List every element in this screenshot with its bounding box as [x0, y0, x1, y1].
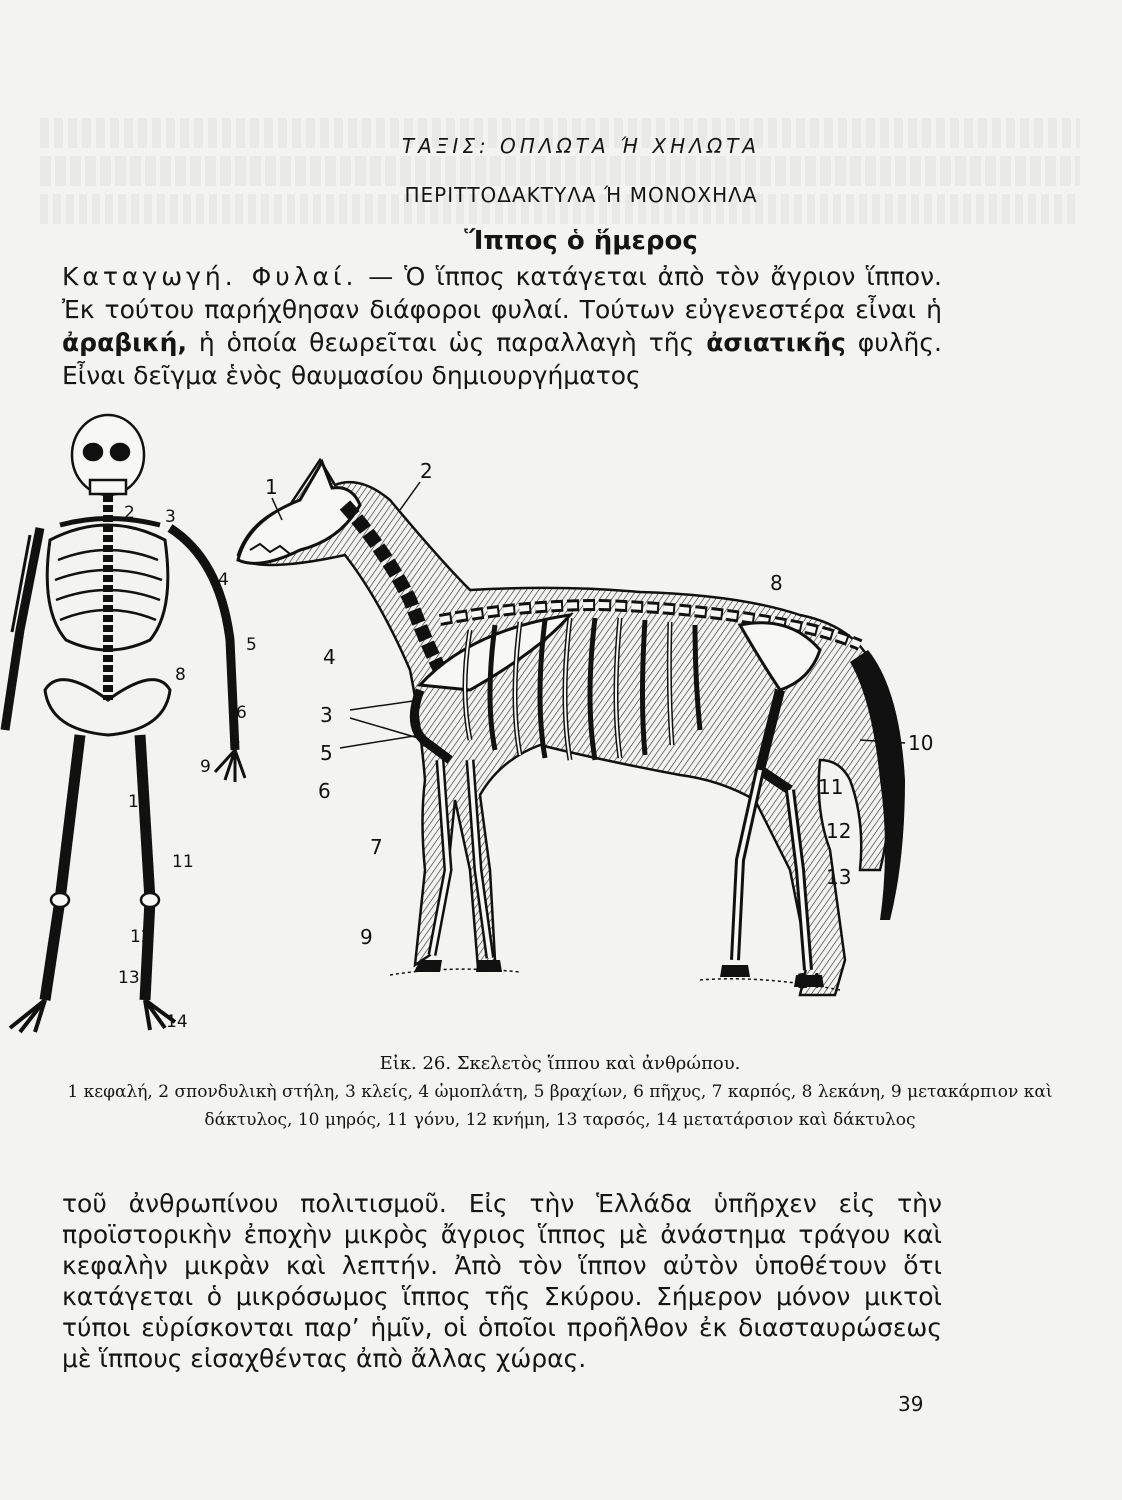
horse-label-10: 10	[908, 731, 934, 755]
horse-label-3: 3	[320, 703, 333, 727]
intro-paragraph	[62, 260, 942, 392]
para1-text-3: φυλῆς. Εἶναι δεῖγμα ἑνὸς θαυμασίου δημιουργήματος	[62, 328, 942, 390]
skeleton-figure	[0, 400, 1122, 1040]
human-label-7: 7	[230, 739, 241, 759]
human-label-3: 3	[165, 507, 176, 527]
horse-label-2: 2	[420, 459, 433, 483]
caption-title: Εἰκ. 26. Σκελετὸς ἵππου καὶ ἀνθρώπου.	[379, 1053, 741, 1074]
horse-label-9: 9	[360, 925, 373, 949]
horse-label-1: 1	[265, 475, 278, 499]
horse-label-4: 4	[323, 645, 336, 669]
human-label-4: 4	[218, 570, 229, 590]
human-label-8: 8	[175, 665, 186, 685]
human-label-12: 12	[130, 927, 152, 947]
human-label-10: 10	[128, 792, 150, 812]
horse-label-12: 12	[826, 819, 852, 843]
human-label-2: 2	[124, 503, 135, 523]
horse-label-6: 6	[318, 779, 331, 803]
suborder-heading: ΠΕΡΙΤΤΟΔΑΚΤΥΛΑ Ή ΜΟΝΟΧΗΛΑ	[404, 183, 758, 207]
horse-label-8: 8	[770, 571, 783, 595]
horse-label-7: 7	[370, 835, 383, 859]
horse-label-14: 14	[796, 969, 822, 993]
human-label-5: 5	[246, 635, 257, 655]
page-title: Ἵππος ὁ ἥμερος	[464, 226, 698, 256]
continuation-paragraph: τοῦ ἀνθρωπίνου πολιτισμοῦ. Εἰς τὴν Ἑλλάδα ὑπῆρχεν εἰς τὴν προϊστορικὴν ἐποχὴν μικρὸς ἄγριος ἵππος μὲ ἀνάστημα τράγου καὶ κεφαλὴν μικρὰν καὶ λεπτήν. Ἀπὸ τὸν ἵππον αὐτὸν ὑποθέτουν ὅτι κατάγεται ὁ μικρόσωμος ἵππος τῆς Σκύρου. Σήμερον μόνον μικτοὶ τύποι εὑρίσκονται παρ’ ἡμῖν, οἱ ὁποῖοι προῆλθον ἐκ διασταυρώσεως μὲ ἵππους εἰσαχθέντας ἀπὸ ἄλλας χώρας.	[62, 1189, 942, 1373]
human-label-14: 14	[166, 1012, 188, 1032]
para1-text-2: ἡ ὁποία θεωρεῖται ὡς παραλλαγὴ τῆς	[186, 328, 707, 357]
page-number: 39	[898, 1392, 924, 1416]
horse-silhouette	[238, 460, 905, 995]
human-label-11: 11	[172, 852, 194, 872]
para1-bold-asiatic: ἀσιατικῆς	[706, 328, 846, 357]
figure-caption	[40, 1050, 1080, 1134]
horse-label-13: 13	[826, 865, 852, 889]
section-lead: Καταγωγή. Φυλαί.	[62, 262, 358, 291]
horse-label-5: 5	[320, 741, 333, 765]
para1-text-1: — Ὁ ἵππος κατάγεται ἀπὸ τὸν ἄγριον ἵππον. Ἐκ τούτου παρήχθησαν διάφοροι φυλαί. Τούτων εὐγενεστέρα εἶναι ἡ	[62, 262, 942, 324]
order-heading: ΤΑΞΙΣ: ΟΠΛΩΤΑ Ή ΧΗΛΩΤΑ	[401, 134, 761, 158]
para1-bold-arabian: ἀραβική,	[62, 328, 187, 357]
human-label-6: 6	[236, 703, 247, 723]
human-label-13: 13	[118, 968, 140, 988]
human-label-9: 9	[200, 757, 211, 777]
caption-legend: 1 κεφαλή, 2 σπονδυλικὴ στήλη, 3 κλείς, 4 ὠμοπλάτη, 5 βραχίων, 6 πῆχυς, 7 καρπός, 8 λεκάνη, 9 μετακάρπιον καὶ δάκτυλος, 10 μηρός, 11 γόνυ, 12 κνήμη, 13 ταρσός, 14 μετατάρσιον καὶ δάκτυλος	[67, 1082, 1053, 1130]
horse-label-11: 11	[818, 775, 844, 799]
